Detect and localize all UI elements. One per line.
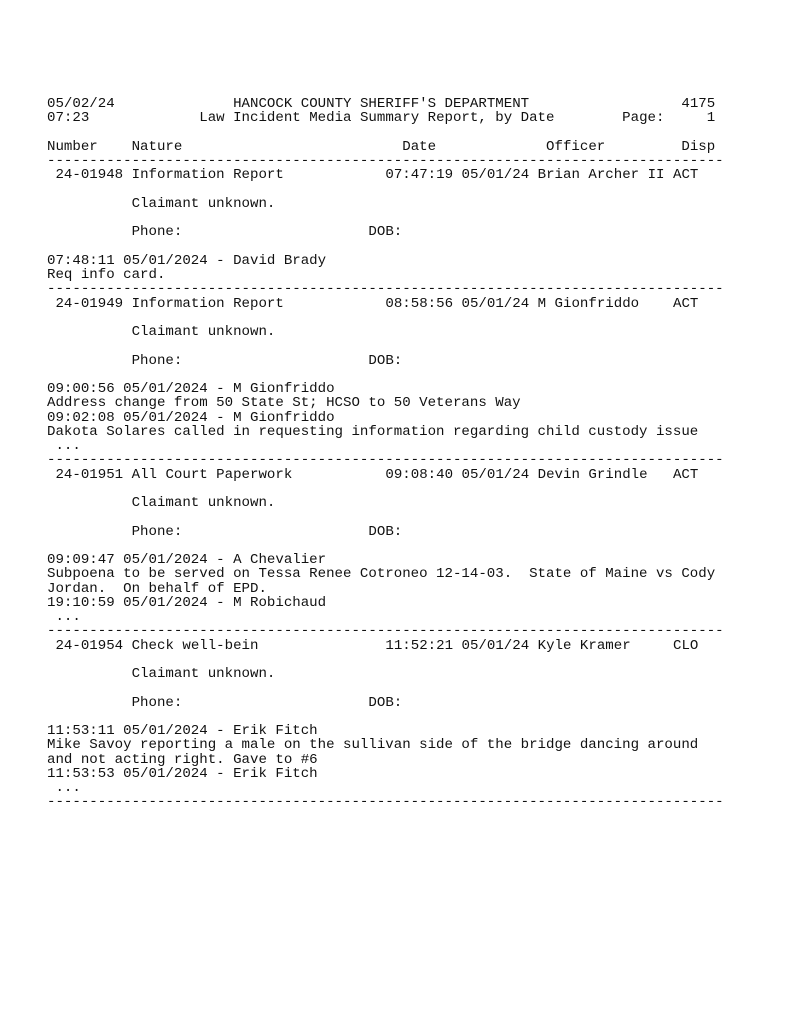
incident-row [47,168,737,182]
incident-officer: Brian Archer II [537,167,665,184]
incident-row [47,297,737,311]
note-line: 07:48:11 05/01/2024 - David Brady [47,252,327,269]
phone-dob-line [47,696,737,710]
note-line: 09:02:08 05/01/2024 - M Gionfriddo [47,409,335,426]
incident-disp: CLO [672,637,699,654]
incident-time: 07:47:19 [385,167,454,184]
report-page [47,97,737,810]
ellipsis-line: ... [55,609,81,625]
phone-label: Phone: [131,523,183,540]
divider: -------------------------------------------------------------------------------- [47,453,724,468]
note-line: and not acting right. Gave to #6 [47,751,318,768]
divider: -------------------------------------------------------------------------------- [47,154,724,169]
department-name: HANCOCK COUNTY SHERIFF'S DEPARTMENT [233,96,530,112]
col-date: Date [402,138,437,155]
note-line: Subpoena to be served on Tessa Renee Cotroneo 12-14-03. State of Maine vs Cody [47,566,716,583]
incident-date: 05/01/24 [461,466,530,483]
incident-disp: ACT [672,295,699,312]
incident-disp: ACT [672,167,699,184]
page-number: 1 [706,110,716,127]
dob-label: DOB: [368,694,403,711]
incident-date: 05/01/24 [461,167,530,184]
incident-officer: Kyle Kramer [537,637,631,654]
phone-label: Phone: [131,352,183,369]
note-line: 19:10:59 05/01/2024 - M Robichaud [47,594,327,611]
incident-number: 24-01954 [55,637,124,654]
header-line-2 [47,111,737,125]
dob-label: DOB: [368,523,403,540]
report-date: 05/02/24 [47,96,115,112]
ellipsis-line: ... [55,438,81,454]
report-title: Law Incident Media Summary Report, by Date [199,110,555,127]
incident-number: 24-01949 [55,295,124,312]
col-disp: Disp [681,138,716,155]
note-line: 11:53:11 05/01/2024 - Erik Fitch [47,723,318,739]
phone-dob-line [47,225,737,239]
incident-time: 08:58:56 [385,295,454,312]
col-officer: Officer [546,138,606,155]
column-headers [47,140,737,154]
phone-label: Phone: [131,694,183,711]
incident-date: 05/01/24 [461,295,530,312]
note-line: 09:00:56 05/01/2024 - M Gionfriddo [47,381,335,397]
claimant-line: Claimant unknown. [131,324,276,340]
report-time: 07:23 [47,110,90,127]
incident-officer: M Gionfriddo [537,295,640,312]
note-line: Mike Savoy reporting a male on the sullivan side of the bridge dancing around [47,737,699,754]
divider: -------------------------------------------------------------------------------- [47,624,724,639]
incident-number: 24-01948 [55,167,124,184]
note-line: Dakota Solares called in requesting information regarding child custody issue [47,423,699,440]
note-line: 09:09:47 05/01/2024 - A Chevalier [47,552,327,568]
incident-nature: Information Report [131,295,284,312]
incident-nature: Check well-bein [131,637,259,654]
report-code: 4175 [681,96,716,112]
incident-nature: Information Report [131,167,284,184]
dob-label: DOB: [368,352,403,369]
note-line: 11:53:53 05/01/2024 - Erik Fitch [47,765,318,782]
incident-officer: Devin Grindle [537,466,648,483]
note-line: Req info card. [47,267,166,283]
incident-disp: ACT [672,466,699,483]
dob-label: DOB: [368,224,403,241]
col-nature: Nature [131,138,183,155]
note-line: Address change from 50 State St; HCSO to 50 Veterans Way [47,395,521,412]
incident-row [47,639,737,653]
phone-dob-line [47,525,737,539]
incident-time: 09:08:40 [385,466,454,483]
incident-time: 11:52:21 [385,637,454,654]
header-line-1 [47,97,737,111]
claimant-line: Claimant unknown. [131,495,276,511]
note-line: Jordan. On behalf of EPD. [47,580,267,597]
claimant-line: Claimant unknown. [131,195,276,212]
phone-dob-line [47,354,737,368]
divider: -------------------------------------------------------------------------------- [47,795,724,810]
incident-nature: All Court Paperwork [131,466,293,483]
col-number: Number [47,138,98,155]
incident-number: 24-01951 [55,466,124,483]
phone-label: Phone: [131,224,183,241]
page-label: Page: [622,110,665,127]
incident-row [47,468,737,482]
divider: -------------------------------------------------------------------------------- [47,282,724,297]
claimant-line: Claimant unknown. [131,666,276,682]
incident-date: 05/01/24 [461,637,530,654]
ellipsis-line: ... [55,780,81,796]
